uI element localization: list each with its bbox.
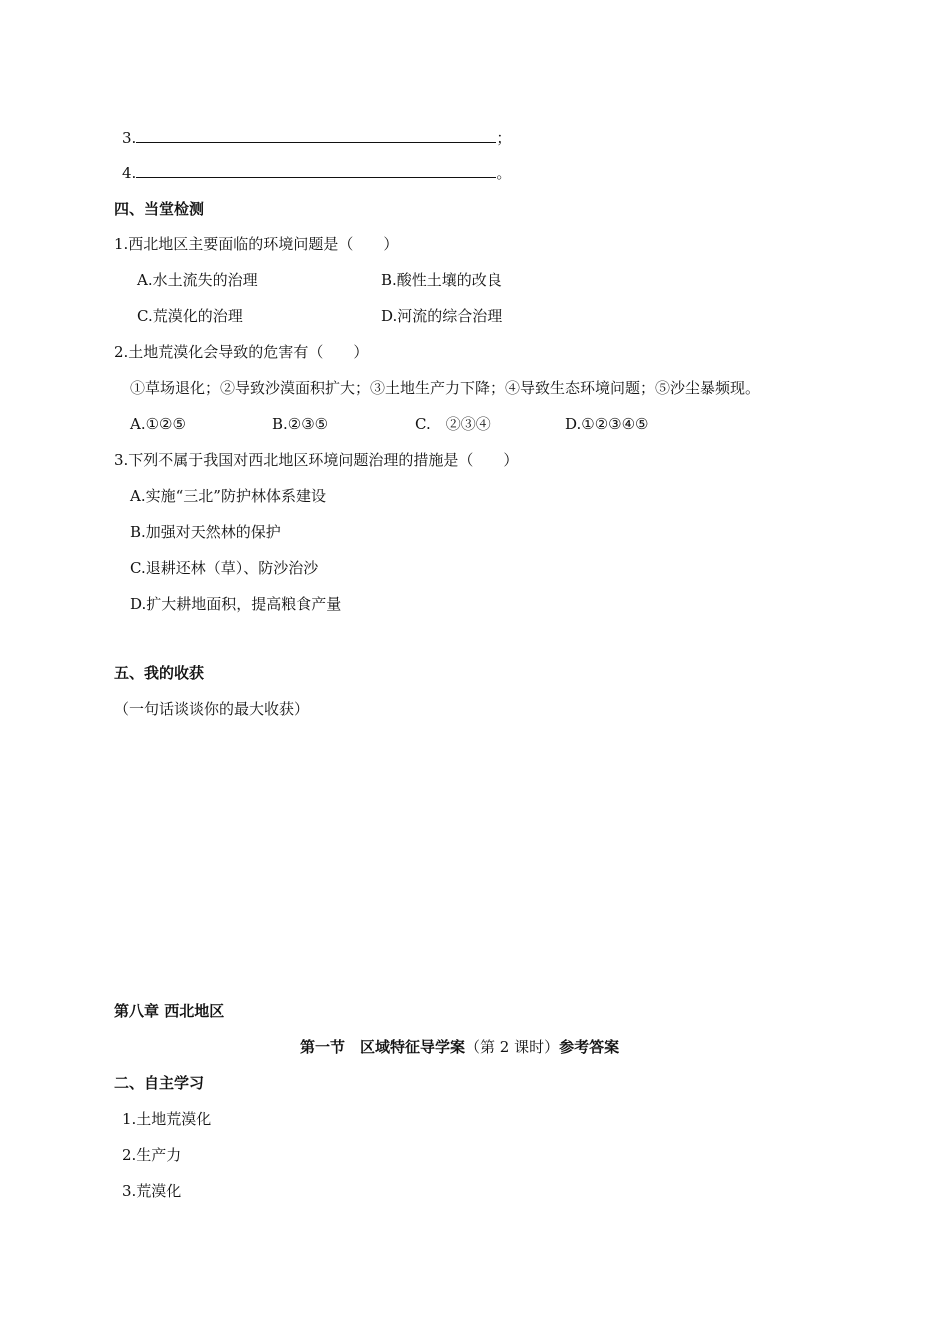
section5-hint: （一句话谈谈你的最大收获） <box>114 700 310 718</box>
fill-line-end: ； <box>496 129 512 147</box>
q1-stem: 1.西北地区主要面临的环境问题是（ ） <box>114 235 399 253</box>
answers-title <box>300 1037 619 1057</box>
q3-option-d: D.扩大耕地面积，提高粮食产量 <box>130 595 342 613</box>
q2-option-c: C. ②③④ <box>415 415 491 433</box>
q1-option-d: D.河流的综合治理 <box>381 307 503 325</box>
q3-option-a: A.实施“三北”防护林体系建设 <box>130 487 326 505</box>
fill-line-number: 3. <box>122 129 137 147</box>
answers-title-main: 第一节 区域特征导学案 <box>300 1038 466 1056</box>
q3-option-b: B.加强对天然林的保护 <box>130 523 281 541</box>
fill-line-number: 4. <box>122 164 137 182</box>
chapter-title: 第八章 西北地区 <box>114 1002 225 1020</box>
q1-option-b: B.酸性土壤的改良 <box>381 271 502 289</box>
answer-item: 2.生产力 <box>122 1146 182 1164</box>
q3-option-c: C.退耕还林（草）、防沙治沙 <box>130 559 319 577</box>
answer-item: 1.土地荒漠化 <box>122 1110 212 1128</box>
q1-option-c: C.荒漠化的治理 <box>137 307 243 325</box>
answers-title-lesson: （第 2 课时） <box>465 1038 560 1056</box>
fill-line-4 <box>122 163 511 183</box>
blank-underline <box>136 163 496 178</box>
q2-stem: 2.土地荒漠化会导致的危害有（ ） <box>114 343 369 361</box>
section5-heading: 五、我的收获 <box>114 664 205 682</box>
q2-option-b: B.②③⑤ <box>272 415 329 433</box>
answers-title-suffix: 参考答案 <box>559 1038 620 1056</box>
q2-option-a: A.①②⑤ <box>130 415 186 433</box>
section4-heading: 四、当堂检测 <box>114 200 205 218</box>
q1-option-a: A.水土流失的治理 <box>137 271 258 289</box>
answers-heading: 二、自主学习 <box>114 1074 205 1092</box>
q3-stem: 3.下列不属于我国对西北地区环境问题治理的措施是（ ） <box>114 451 519 469</box>
fill-line-end: 。 <box>496 164 512 182</box>
blank-underline <box>136 128 496 143</box>
q2-option-d: D.①②③④⑤ <box>565 415 649 433</box>
q2-items: ①草场退化；②导致沙漠面积扩大；③土地生产力下降；④导致生态环境问题；⑤沙尘暴频现。 <box>130 379 761 397</box>
fill-line-3 <box>122 128 511 148</box>
answer-item: 3.荒漠化 <box>122 1182 182 1200</box>
